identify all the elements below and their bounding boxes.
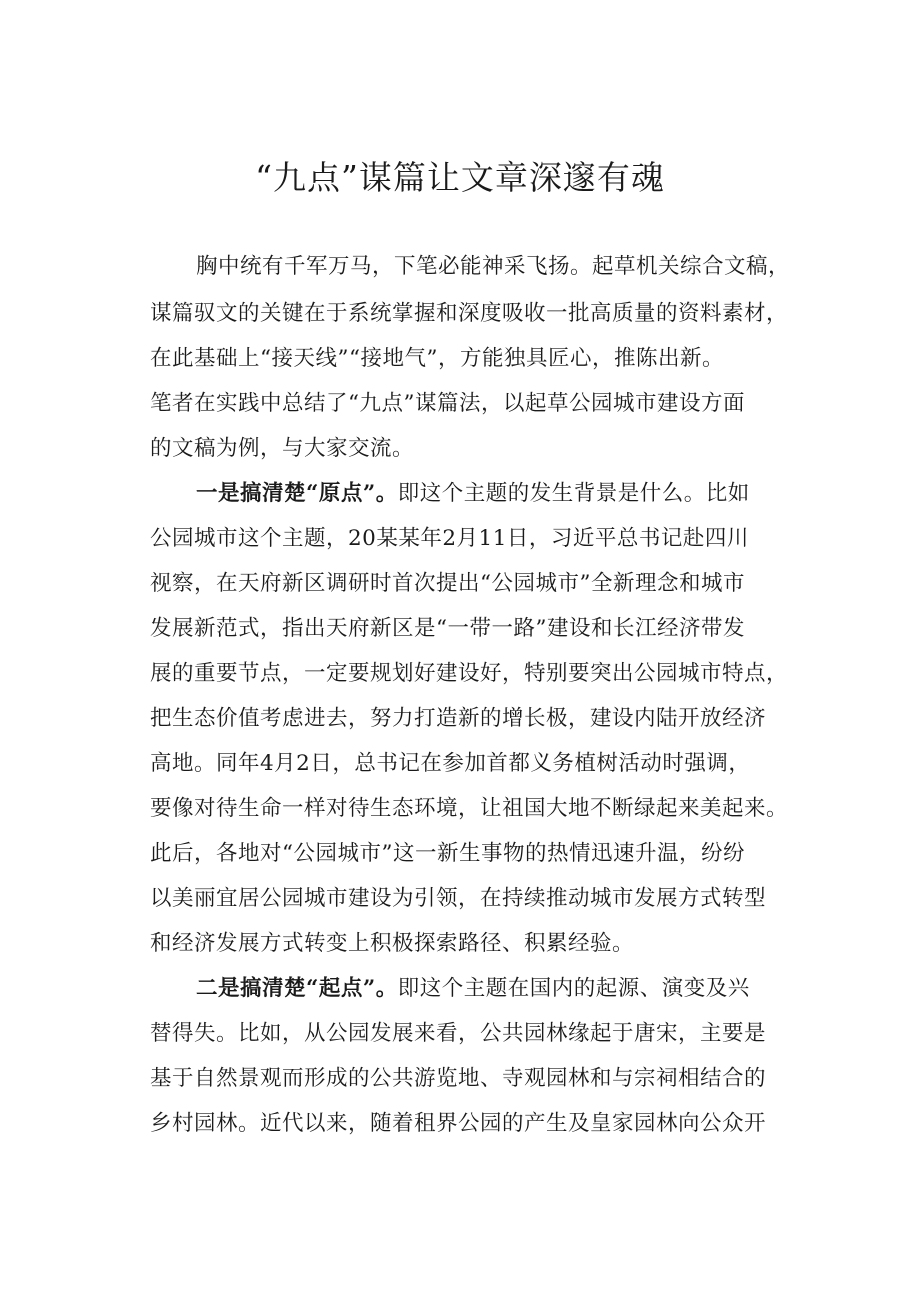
paragraph-1-line-1: 胸中统有千军万马，下笔必能神采飞扬。起草机关综合文稿，	[196, 254, 791, 279]
paragraph-1-line-2: 谋篇驭文的关键在于系统掌握和深度吸收一批高质量的资料素材，	[150, 301, 789, 326]
paragraph-2-line-10: 以美丽宜居公园城市建设为引领，在持续推动城市发展方式转型	[150, 886, 767, 911]
paragraph-2-line-9: 此后，各地对“公园城市”这一新生事物的热情迅速升温，纷纷	[150, 841, 745, 866]
paragraph-3-line-4: 乡村园林。近代以来，随着租界公园的产生及皇家园林向公众开	[150, 1111, 767, 1136]
paragraph-2-line-7: 高地。同年4月2日，总书记在参加首都义务植树活动时强调，	[150, 751, 751, 776]
paragraph-3-line-3: 基于自然景观而形成的公共游览地、寺观园林和与宗祠相结合的	[150, 1066, 767, 1091]
paragraph-2-first-rest: 即这个主题的发生背景是什么。比如	[397, 481, 750, 506]
paragraph-3-heading: 二是搞清楚“起点”。	[196, 976, 398, 1001]
paragraph-2-line-4: 发展新范式，指出天府新区是“一带一路”建设和长江经济带发	[150, 616, 745, 641]
paragraph-2-line-5: 展的重要节点，一定要规划好建设好，特别要突出公园城市特点，	[150, 661, 789, 686]
paragraph-2-line-2: 公园城市这个主题，20某某年2月11日，习近平总书记赴四川	[150, 526, 749, 551]
paragraph-1-line-3: 在此基础上“接天线”“接地气”，方能独具匠心，推陈出新。	[150, 346, 724, 371]
paragraph-2-line-8: 要像对待生命一样对待生态环境，让祖国大地不断绿起来美起来。	[150, 796, 789, 821]
paragraph-1-line-4: 笔者在实践中总结了“九点”谋篇法，以起草公园城市建设方面	[150, 391, 745, 416]
paragraph-3-first-rest: 即这个主题在国内的起源、演变及兴	[397, 976, 750, 1001]
document-title: “九点”谋篇让文章深邃有魂	[255, 158, 665, 197]
paragraph-2-line-6: 把生态价值考虑进去，努力打造新的增长极，建设内陆开放经济	[150, 706, 767, 731]
paragraph-2-line-11: 和经济发展方式转变上积极探索路径、积累经验。	[150, 931, 635, 956]
paragraph-2-line-1	[196, 479, 810, 509]
paragraph-3-line-1	[196, 974, 810, 1004]
paragraph-3-line-2: 替得失。比如，从公园发展来看，公共园林缘起于唐宋，主要是	[150, 1021, 767, 1046]
paragraph-1-line-5: 的文稿为例，与大家交流。	[150, 436, 415, 461]
paragraph-2-line-3: 视察，在天府新区调研时首次提出“公园城市”全新理念和城市	[150, 571, 745, 596]
paragraph-2-heading: 一是搞清楚“原点”。	[196, 481, 398, 506]
